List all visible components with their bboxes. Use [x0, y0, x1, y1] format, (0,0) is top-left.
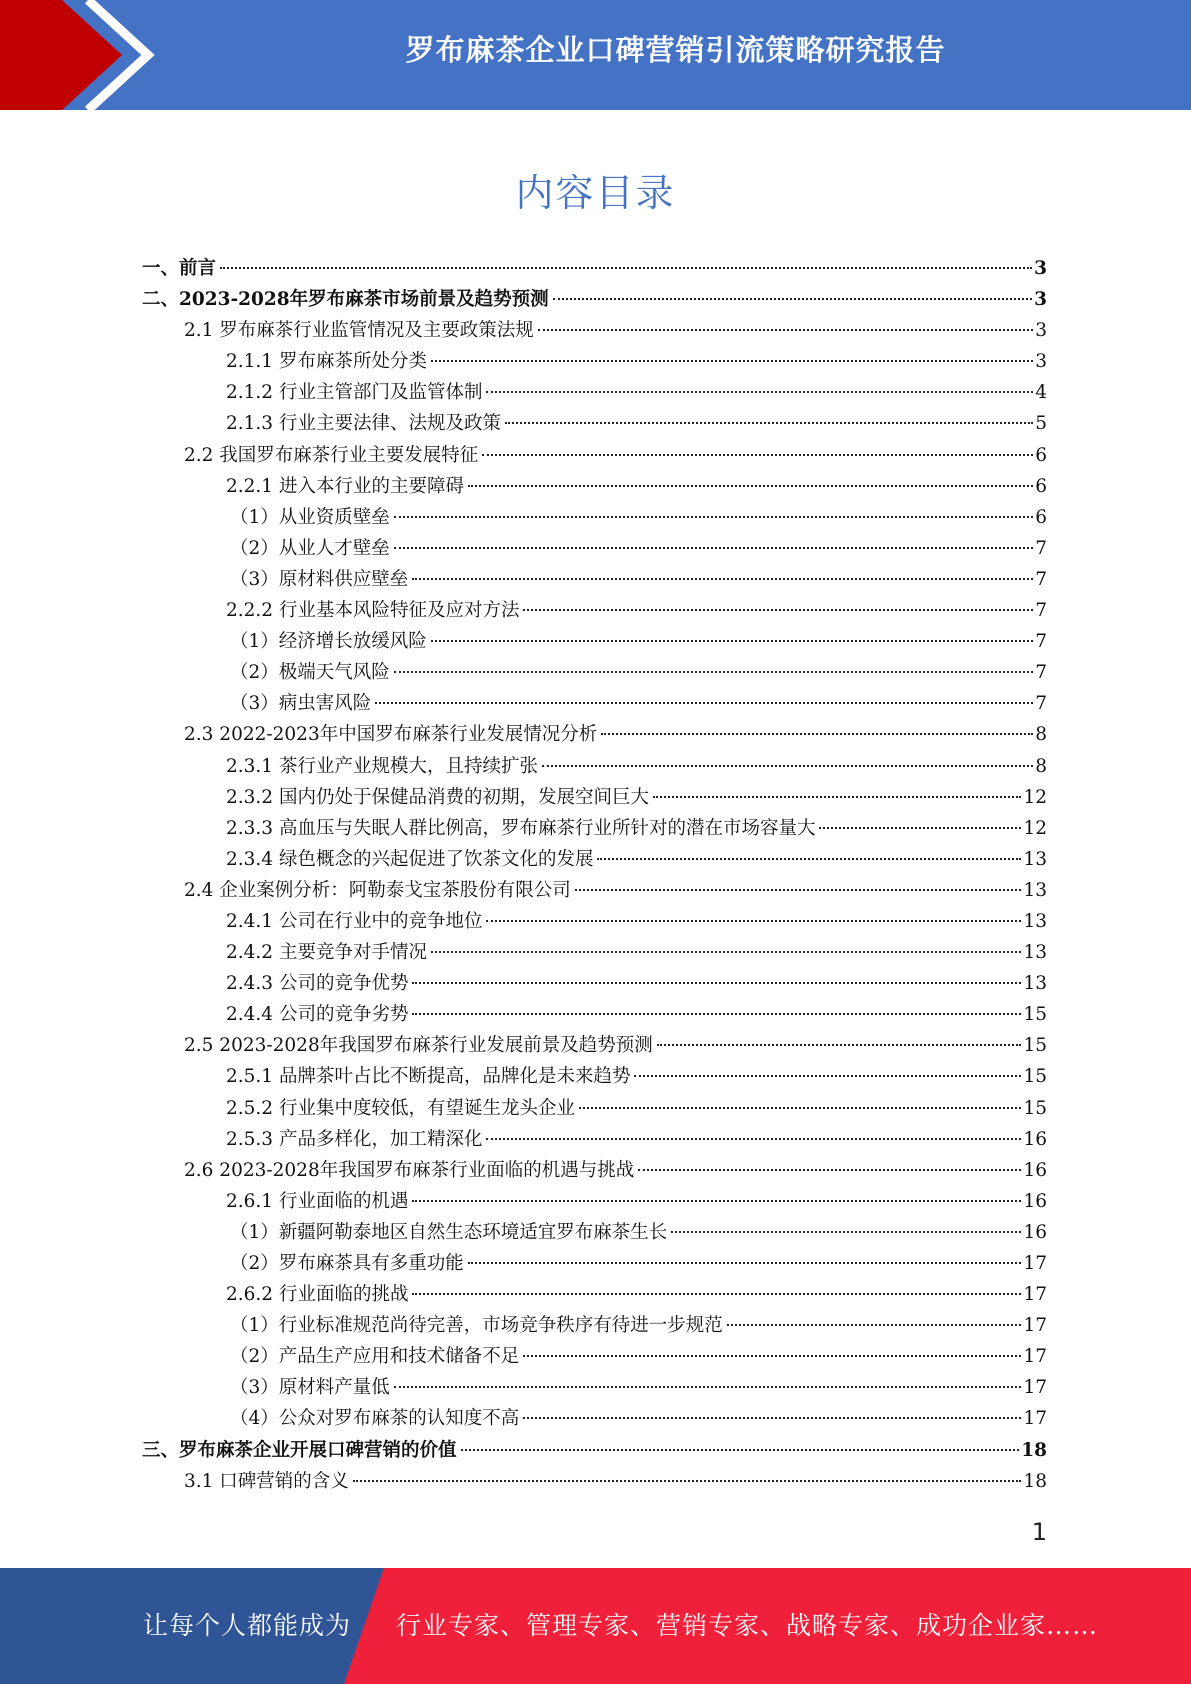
dot-leader [412, 1013, 1021, 1015]
toc-entry[interactable] [142, 783, 1047, 814]
toc-entry[interactable] [142, 1467, 1047, 1498]
toc-entry[interactable] [142, 596, 1047, 627]
dot-leader [538, 329, 1033, 331]
dot-leader [482, 454, 1033, 456]
toc-entry-page: 13 [1023, 942, 1047, 964]
toc-entry-page: 5 [1035, 413, 1047, 435]
toc-heading: 内容目录 [515, 171, 676, 215]
dot-leader [671, 1231, 1021, 1233]
toc-entry[interactable] [142, 1280, 1047, 1311]
toc-entry[interactable] [142, 441, 1047, 472]
toc-entry-label: 2.4 企业案例分析：阿勒泰戈宝茶股份有限公司 [184, 879, 571, 901]
toc-entry[interactable] [142, 534, 1047, 565]
dot-leader [523, 1417, 1021, 1419]
toc-entry-label: （3）原材料产量低 [230, 1377, 390, 1399]
toc-entry-label: 2.5 2023-2028年我国罗布麻茶行业发展前景及趋势预测 [184, 1035, 653, 1057]
toc-entry-label: 2.1 罗布麻茶行业监管情况及主要政策法规 [184, 320, 534, 342]
toc-entry-label: 2.6 2023-2028年我国罗布麻茶行业面临的机遇与挑战 [184, 1159, 635, 1181]
toc-entry-label: 2.5.1 品牌茶叶占比不断提高，品牌化是未来趋势 [226, 1066, 631, 1088]
toc-entry[interactable] [142, 378, 1047, 409]
dot-leader [353, 1480, 1022, 1482]
toc-entry-page: 17 [1023, 1253, 1047, 1274]
toc-entry-label: （4）公众对罗布麻茶的认知度不高 [230, 1408, 520, 1430]
toc-entry-label: 2.1.1 罗布麻茶所处分类 [226, 351, 427, 373]
dot-leader [553, 298, 1032, 300]
toc-entry-page: 8 [1035, 755, 1047, 777]
toc-entry-page: 17 [1023, 1346, 1047, 1368]
toc-entry-label: 2.5.2 行业集中度较低，有望诞生龙头企业 [226, 1097, 575, 1119]
toc-entry[interactable] [142, 1094, 1047, 1125]
dot-leader [394, 547, 1033, 549]
dot-leader [394, 671, 1033, 673]
toc-entry-label: 2.4.2 主要竞争对手情况 [226, 942, 427, 964]
toc-entry-page: 7 [1035, 662, 1047, 684]
dot-leader [653, 796, 1021, 798]
toc-entry-label: （1）行业标准规范尚待完善，市场竞争秩序有待进一步规范 [230, 1315, 723, 1337]
dot-leader [461, 1449, 1020, 1451]
footer-slogan-left: 让每个人都能成为 [143, 1611, 352, 1640]
dot-leader [634, 1075, 1021, 1077]
toc-entry[interactable] [142, 1156, 1047, 1187]
dot-leader [601, 733, 1033, 735]
toc-entry-label: 2.3.2 国内仍处于保健品消费的初期，发展空间巨大 [226, 786, 649, 808]
dot-leader [412, 982, 1021, 984]
toc-entry-page: 3 [1035, 351, 1047, 373]
dot-leader [657, 1044, 1022, 1046]
toc-entry[interactable] [142, 1062, 1047, 1093]
toc-entry-page: 18 [1021, 1439, 1047, 1461]
toc-entry-page: 13 [1023, 879, 1047, 901]
dot-leader [468, 485, 1033, 487]
toc-entry[interactable] [142, 1342, 1047, 1373]
toc-entry-page: 15 [1023, 1004, 1047, 1026]
toc-entry-page: 6 [1035, 475, 1047, 497]
toc-entry[interactable] [142, 1000, 1047, 1031]
toc-entry-label: 2.3 2022-2023年中国罗布麻茶行业发展情况分析 [184, 724, 598, 746]
toc-entry[interactable] [142, 752, 1047, 783]
toc-entry[interactable] [142, 1436, 1047, 1467]
toc-entry-page: 3 [1035, 320, 1047, 342]
toc-entry[interactable] [142, 1311, 1047, 1342]
dot-leader [486, 391, 1033, 393]
toc-entry-page: 7 [1035, 568, 1047, 590]
toc-entry-page: 7 [1035, 693, 1047, 715]
toc-entry[interactable] [142, 503, 1047, 534]
toc-entry-label: （1）从业资质壁垒 [230, 506, 390, 528]
toc-entry[interactable] [142, 845, 1047, 876]
toc-entry[interactable] [142, 1249, 1047, 1280]
toc-entry-label: 二、2023-2028年罗布麻茶市场前景及趋势预测 [142, 289, 549, 311]
dot-leader [523, 609, 1033, 611]
toc-entry-page: 15 [1023, 1097, 1047, 1119]
table-of-contents [142, 254, 1047, 1498]
toc-entry-label: 2.6.1 行业面临的机遇 [226, 1190, 409, 1212]
toc-entry[interactable] [142, 1125, 1047, 1156]
dot-leader [523, 1355, 1021, 1357]
dot-leader [431, 951, 1021, 953]
toc-entry[interactable] [142, 720, 1047, 751]
toc-entry-label: （2）从业人才壁垒 [230, 537, 390, 559]
toc-entry[interactable] [142, 814, 1047, 845]
toc-entry-label: 2.2.2 行业基本风险特征及应对方法 [226, 600, 520, 622]
dot-leader [597, 858, 1021, 860]
toc-entry-page: 17 [1023, 1408, 1047, 1430]
toc-entry-page: 12 [1023, 817, 1047, 839]
toc-entry-page: 13 [1023, 848, 1047, 870]
toc-entry[interactable] [142, 689, 1047, 720]
toc-entry-page: 16 [1023, 1159, 1047, 1181]
toc-entry-label: （2）产品生产应用和技术储备不足 [230, 1346, 520, 1368]
toc-entry[interactable] [142, 627, 1047, 658]
toc-entry-page: 4 [1035, 382, 1047, 404]
toc-entry-label: （2）极端天气风险 [230, 662, 390, 684]
toc-entry-page: 17 [1023, 1377, 1047, 1399]
toc-entry-label: 2.4.4 公司的竞争劣势 [226, 1004, 409, 1026]
dot-leader [486, 1138, 1021, 1140]
toc-entry-page: 8 [1035, 724, 1047, 746]
toc-entry-page: 7 [1035, 537, 1047, 559]
dot-leader [542, 765, 1033, 767]
footer-banner [0, 1568, 1191, 1684]
page-number: 1 [1031, 1518, 1047, 1546]
footer-slogan-right: 行业专家、管理专家、营销专家、战略专家、成功企业家…… [396, 1611, 1099, 1640]
toc-entry-label: 2.3.4 绿色概念的兴起促进了饮茶文化的发展 [226, 848, 594, 870]
dot-leader [394, 1386, 1022, 1388]
dot-leader [727, 1324, 1022, 1326]
toc-entry-page: 3 [1034, 258, 1047, 279]
toc-entry[interactable] [142, 938, 1047, 969]
toc-entry[interactable] [142, 472, 1047, 503]
toc-entry-page: 16 [1023, 1221, 1047, 1243]
toc-entry-page: 7 [1035, 600, 1047, 622]
toc-entry-page: 3 [1034, 289, 1047, 311]
toc-entry-label: （2）罗布麻茶具有多重功能 [230, 1253, 464, 1274]
dot-leader [486, 920, 1021, 922]
dot-leader [505, 422, 1033, 424]
toc-entry-page: 6 [1035, 506, 1047, 528]
toc-entry-page: 13 [1023, 910, 1047, 932]
toc-entry[interactable] [142, 347, 1047, 378]
toc-entry-page: 15 [1023, 1035, 1047, 1057]
toc-entry-label: 2.2.1 进入本行业的主要障碍 [226, 475, 464, 497]
toc-entry[interactable] [142, 285, 1047, 316]
dot-leader [638, 1169, 1021, 1171]
dot-leader [394, 516, 1033, 518]
dot-leader [431, 640, 1033, 642]
toc-entry-label: 2.3.3 高血压与失眠人群比例高，罗布麻茶行业所针对的潜在市场容量大 [226, 817, 816, 839]
toc-entry[interactable] [142, 254, 1047, 285]
report-title: 罗布麻茶企业口碑营销引流策略研究报告 [405, 33, 946, 67]
toc-entry[interactable] [142, 907, 1047, 938]
toc-entry-label: （3）病虫害风险 [230, 693, 372, 715]
dot-leader [412, 578, 1033, 580]
toc-entry-label: 2.4.1 公司在行业中的竞争地位 [226, 910, 483, 932]
toc-entry-page: 7 [1035, 631, 1047, 653]
toc-entry[interactable] [142, 565, 1047, 596]
toc-entry-page: 12 [1023, 786, 1047, 808]
toc-entry-label: （3）原材料供应壁垒 [230, 568, 409, 590]
dot-leader [412, 1293, 1021, 1295]
toc-entry-label: 2.1.3 行业主要法律、法规及政策 [226, 413, 501, 435]
toc-entry[interactable] [142, 876, 1047, 907]
toc-entry-label: 2.4.3 公司的竞争优势 [226, 973, 409, 995]
toc-entry-page: 13 [1023, 973, 1047, 995]
dot-leader [819, 827, 1021, 829]
dot-leader [468, 1262, 1022, 1264]
toc-entry-label: 2.5.3 产品多样化，加工精深化 [226, 1128, 483, 1150]
toc-entry[interactable] [142, 1404, 1047, 1435]
toc-entry-label: 2.3.1 茶行业产业规模大，且持续扩张 [226, 755, 538, 777]
dot-leader [220, 267, 1032, 269]
toc-entry[interactable] [142, 1031, 1047, 1062]
toc-entry[interactable] [142, 969, 1047, 1000]
chevron-arrow-icon [0, 0, 160, 110]
toc-entry-label: 一、前言 [142, 258, 217, 279]
dot-leader [375, 702, 1033, 704]
toc-entry-label: 2.6.2 行业面临的挑战 [226, 1284, 409, 1306]
toc-entry[interactable] [142, 1218, 1047, 1249]
dot-leader [575, 889, 1022, 891]
dot-leader [431, 360, 1033, 362]
toc-entry-page: 16 [1023, 1128, 1047, 1150]
toc-entry-page: 17 [1023, 1315, 1047, 1337]
toc-entry-label: （1）新疆阿勒泰地区自然生态环境适宜罗布麻茶生长 [230, 1221, 668, 1243]
dot-leader [412, 1200, 1021, 1202]
toc-entry-label: 3.1 口碑营销的含义 [184, 1470, 349, 1492]
toc-entry-page: 6 [1035, 444, 1047, 466]
toc-entry[interactable] [142, 409, 1047, 440]
toc-entry[interactable] [142, 1373, 1047, 1404]
toc-entry-label: （1）经济增长放缓风险 [230, 631, 427, 653]
toc-entry-label: 2.1.2 行业主管部门及监管体制 [226, 382, 483, 404]
toc-entry-label: 2.2 我国罗布麻茶行业主要发展特征 [184, 444, 479, 466]
header-banner [0, 0, 1191, 110]
toc-entry[interactable] [142, 1187, 1047, 1218]
toc-entry-label: 三、罗布麻茶企业开展口碑营销的价值 [142, 1439, 457, 1461]
toc-entry-page: 18 [1023, 1470, 1047, 1492]
toc-entry-page: 16 [1023, 1190, 1047, 1212]
dot-leader [579, 1107, 1021, 1109]
toc-entry[interactable] [142, 658, 1047, 689]
toc-entry-page: 15 [1023, 1066, 1047, 1088]
toc-entry-page: 17 [1023, 1284, 1047, 1306]
toc-entry[interactable] [142, 316, 1047, 347]
